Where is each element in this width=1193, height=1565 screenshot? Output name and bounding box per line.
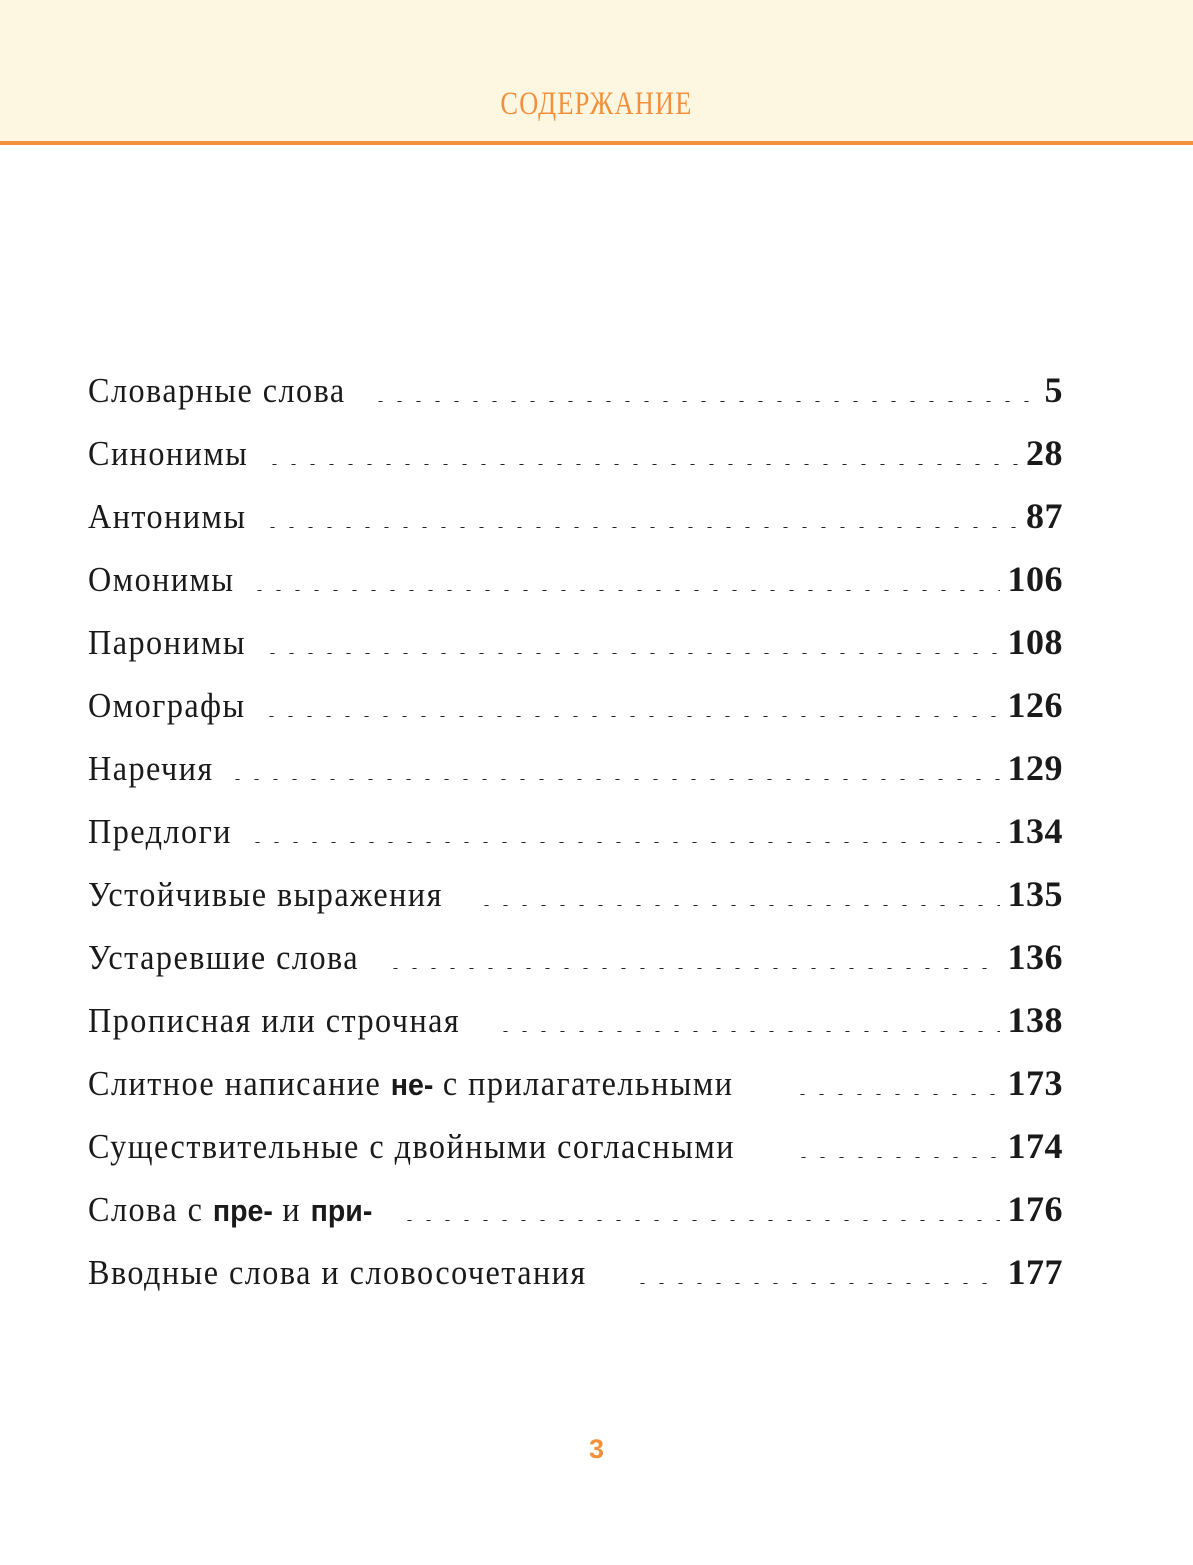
- toc-entry[interactable]: [88, 1254, 1063, 1317]
- page-header-band: [0, 0, 1193, 145]
- toc-entry-page-number: 176: [1007, 1191, 1063, 1229]
- toc-dot-leader: [235, 779, 1000, 780]
- toc-dot-leader: [269, 716, 999, 717]
- toc-entry-label: Словарные слова: [88, 372, 346, 410]
- toc-entry-page-number: 135: [1007, 876, 1063, 914]
- toc-dot-leader: [640, 1283, 999, 1284]
- toc-entry[interactable]: [88, 1128, 1063, 1191]
- toc-entry[interactable]: [88, 750, 1063, 813]
- toc-entry-page-number: 177: [1007, 1254, 1063, 1292]
- toc-entry-label: Прописная или строчная: [88, 1002, 461, 1040]
- toc-dot-leader: [257, 590, 999, 591]
- toc-dot-leader: [270, 527, 1018, 528]
- toc-entry-page-number: 126: [1007, 687, 1063, 725]
- toc-entry-label: Вводные слова и словосочетания: [88, 1254, 587, 1292]
- toc-entry[interactable]: [88, 372, 1063, 435]
- toc-entry-page-number: 87: [1026, 498, 1063, 536]
- toc-entry-label: Устаревшие слова: [88, 939, 360, 977]
- toc-entry-label: Наречия: [88, 750, 214, 788]
- toc-dot-leader: [801, 1157, 999, 1158]
- toc-entry-label: Слитное написание не- с прилагательными: [88, 1065, 734, 1103]
- toc-dot-leader: [800, 1094, 1000, 1095]
- page-number-folio: 3: [588, 1434, 605, 1464]
- toc-entry[interactable]: [88, 561, 1063, 624]
- toc-dot-leader: [272, 464, 1018, 465]
- toc-entry[interactable]: [88, 813, 1063, 876]
- toc-entry-label: Омонимы: [88, 561, 235, 599]
- toc-entry[interactable]: [88, 939, 1063, 1002]
- toc-entry-label: Предлоги: [88, 813, 232, 851]
- toc-entry-label: Слова с пре- и при-: [88, 1191, 373, 1229]
- toc-entry[interactable]: [88, 624, 1063, 687]
- toc-entry-page-number: 173: [1007, 1065, 1063, 1103]
- toc-entry-page-number: 5: [1044, 372, 1063, 410]
- toc-dot-leader: [484, 905, 1000, 906]
- toc-dot-leader: [503, 1031, 1000, 1032]
- toc-dot-leader: [407, 1220, 999, 1221]
- toc-entry-label: Синонимы: [88, 435, 249, 473]
- toc-dot-leader: [255, 842, 1000, 843]
- toc-entry-page-number: 138: [1007, 1002, 1063, 1040]
- toc-entry[interactable]: [88, 498, 1063, 561]
- toc-dot-leader: [378, 401, 1036, 402]
- toc-entry-page-number: 28: [1026, 435, 1063, 473]
- toc-entry[interactable]: [88, 1002, 1063, 1065]
- page-title: СОДЕРЖАНИЕ: [500, 86, 693, 122]
- toc-entry-label: Существительные с двойными согласными: [88, 1128, 735, 1166]
- toc-entry[interactable]: [88, 1191, 1063, 1254]
- toc-entry-page-number: 129: [1007, 750, 1063, 788]
- toc-entry[interactable]: [88, 435, 1063, 498]
- toc-entry-label: Устойчивые выражения: [88, 876, 443, 914]
- toc-entry-page-number: 174: [1007, 1128, 1063, 1166]
- toc-entry-page-number: 134: [1007, 813, 1063, 851]
- toc-entry[interactable]: [88, 876, 1063, 939]
- toc-entry[interactable]: [88, 687, 1063, 750]
- toc-entry-label: Паронимы: [88, 624, 247, 662]
- toc-entry-page-number: 106: [1007, 561, 1063, 599]
- toc-entry[interactable]: [88, 1065, 1063, 1128]
- toc-entry-label: Омографы: [88, 687, 246, 725]
- toc-entry-page-number: 108: [1007, 624, 1063, 662]
- toc-dot-leader: [270, 653, 1000, 654]
- toc-dot-leader: [393, 968, 1000, 969]
- table-of-contents: [88, 372, 1063, 1317]
- toc-entry-page-number: 136: [1007, 939, 1063, 977]
- toc-entry-label: Антонимы: [88, 498, 247, 536]
